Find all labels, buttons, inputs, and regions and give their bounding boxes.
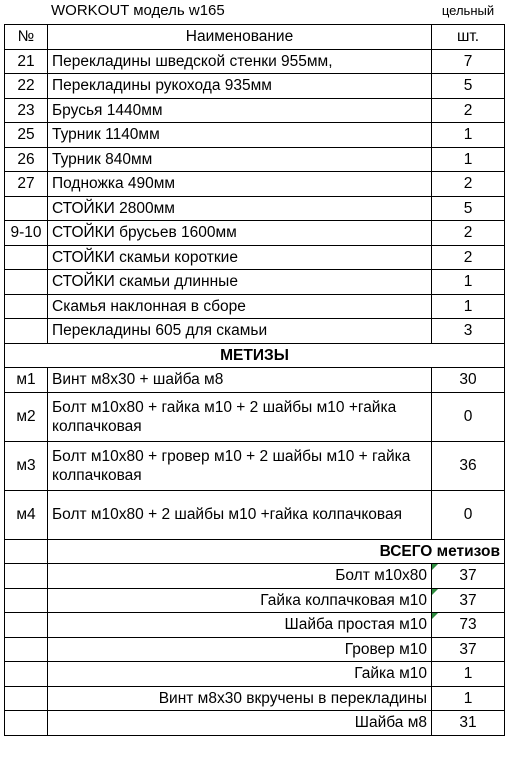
totals-qty-cell: 1 bbox=[432, 686, 505, 711]
totals-name-cell: Шайба м8 bbox=[48, 711, 432, 736]
part-qty-cell: 7 bbox=[432, 49, 505, 74]
totals-qty-cell: 73 bbox=[432, 613, 505, 638]
hardware-qty-cell: 0 bbox=[432, 490, 505, 539]
part-num-cell: 25 bbox=[5, 123, 48, 148]
header-row bbox=[5, 25, 505, 50]
part-num-cell bbox=[5, 270, 48, 295]
totals-name-cell: Винт м8х30 вкручены в перекладины bbox=[48, 686, 432, 711]
hardware-section-row bbox=[5, 343, 505, 368]
part-name-cell: Перекладины шведской стенки 955мм, bbox=[48, 49, 432, 74]
part-num-cell: 22 bbox=[5, 74, 48, 99]
parts-table bbox=[4, 24, 505, 736]
totals-empty-cell bbox=[5, 539, 48, 564]
sheet-title: WORKOUT модель w165 bbox=[51, 2, 225, 19]
part-row bbox=[5, 221, 505, 246]
totals-qty-cell: 37 bbox=[432, 637, 505, 662]
part-qty-cell: 2 bbox=[432, 172, 505, 197]
hardware-name-cell: Болт м10х80 + гровер м10 + 2 шайбы м10 + гайка колпачковая bbox=[48, 441, 432, 490]
part-row bbox=[5, 74, 505, 99]
part-row bbox=[5, 196, 505, 221]
totals-row bbox=[5, 662, 505, 687]
part-num-cell: 9-10 bbox=[5, 221, 48, 246]
totals-row bbox=[5, 711, 505, 736]
part-name-cell: Турник 840мм bbox=[48, 147, 432, 172]
part-qty-cell: 2 bbox=[432, 221, 505, 246]
part-row bbox=[5, 172, 505, 197]
totals-qty-cell: 1 bbox=[432, 662, 505, 687]
totals-section-title: ВСЕГО метизов bbox=[48, 539, 505, 564]
hardware-name-cell: Болт м10х80 + 2 шайбы м10 +гайка колпачковая bbox=[48, 490, 432, 539]
part-qty-cell: 1 bbox=[432, 147, 505, 172]
totals-row bbox=[5, 564, 505, 589]
totals-section-row bbox=[5, 539, 505, 564]
totals-empty-cell bbox=[5, 613, 48, 638]
part-qty-cell: 2 bbox=[432, 245, 505, 270]
part-name-cell: Перекладины рукохода 935мм bbox=[48, 74, 432, 99]
part-name-cell: СТОЙКИ 2800мм bbox=[48, 196, 432, 221]
part-name-cell: Турник 1140мм bbox=[48, 123, 432, 148]
part-row bbox=[5, 245, 505, 270]
part-name-cell: СТОЙКИ брусьев 1600мм bbox=[48, 221, 432, 246]
column-header-num: № bbox=[5, 25, 48, 50]
totals-name-cell: Болт м10х80 bbox=[48, 564, 432, 589]
totals-qty-cell: 37 bbox=[432, 588, 505, 613]
totals-empty-cell bbox=[5, 588, 48, 613]
part-name-cell: Перекладины 605 для скамьи bbox=[48, 319, 432, 344]
part-num-cell bbox=[5, 319, 48, 344]
part-num-cell bbox=[5, 294, 48, 319]
hardware-row bbox=[5, 392, 505, 441]
totals-row bbox=[5, 588, 505, 613]
hardware-num-cell: м4 bbox=[5, 490, 48, 539]
hardware-row bbox=[5, 490, 505, 539]
part-qty-cell: 5 bbox=[432, 196, 505, 221]
part-row bbox=[5, 123, 505, 148]
part-qty-cell: 1 bbox=[432, 270, 505, 295]
part-name-cell: Скамья наклонная в сборе bbox=[48, 294, 432, 319]
totals-name-cell: Гайка колпачковая м10 bbox=[48, 588, 432, 613]
totals-name-cell: Гровер м10 bbox=[48, 637, 432, 662]
part-num-cell: 23 bbox=[5, 98, 48, 123]
hardware-name-cell: Винт м8х30 + шайба м8 bbox=[48, 368, 432, 393]
totals-row bbox=[5, 686, 505, 711]
hardware-section-title: МЕТИЗЫ bbox=[5, 343, 505, 368]
part-qty-cell: 1 bbox=[432, 294, 505, 319]
totals-name-cell: Шайба простая м10 bbox=[48, 613, 432, 638]
part-row bbox=[5, 49, 505, 74]
part-qty-cell: 3 bbox=[432, 319, 505, 344]
hardware-row bbox=[5, 441, 505, 490]
column-header-name: Наименование bbox=[48, 25, 432, 50]
hardware-row bbox=[5, 368, 505, 393]
hardware-name-cell: Болт м10х80 + гайка м10 + 2 шайбы м10 +гайка колпачковая bbox=[48, 392, 432, 441]
hardware-qty-cell: 30 bbox=[432, 368, 505, 393]
hardware-qty-cell: 0 bbox=[432, 392, 505, 441]
part-num-cell bbox=[5, 245, 48, 270]
part-num-cell: 27 bbox=[5, 172, 48, 197]
part-num-cell bbox=[5, 196, 48, 221]
hardware-num-cell: м3 bbox=[5, 441, 48, 490]
part-row bbox=[5, 319, 505, 344]
hardware-num-cell: м2 bbox=[5, 392, 48, 441]
totals-row bbox=[5, 613, 505, 638]
totals-empty-cell bbox=[5, 711, 48, 736]
part-name-cell: Брусья 1440мм bbox=[48, 98, 432, 123]
totals-empty-cell bbox=[5, 564, 48, 589]
totals-qty-cell: 37 bbox=[432, 564, 505, 589]
totals-empty-cell bbox=[5, 686, 48, 711]
totals-empty-cell bbox=[5, 662, 48, 687]
part-name-cell: СТОЙКИ скамьи длинные bbox=[48, 270, 432, 295]
part-row bbox=[5, 294, 505, 319]
totals-name-cell: Гайка м10 bbox=[48, 662, 432, 687]
hardware-qty-cell: 36 bbox=[432, 441, 505, 490]
part-qty-cell: 5 bbox=[432, 74, 505, 99]
part-qty-cell: 1 bbox=[432, 123, 505, 148]
part-qty-cell: 2 bbox=[432, 98, 505, 123]
part-row bbox=[5, 98, 505, 123]
part-name-cell: Подножка 490мм bbox=[48, 172, 432, 197]
totals-empty-cell bbox=[5, 637, 48, 662]
totals-qty-cell: 31 bbox=[432, 711, 505, 736]
sheet-variant-label: цельный bbox=[441, 3, 495, 18]
part-num-cell: 21 bbox=[5, 49, 48, 74]
hardware-num-cell: м1 bbox=[5, 368, 48, 393]
part-row bbox=[5, 270, 505, 295]
totals-row bbox=[5, 637, 505, 662]
column-header-qty: шт. bbox=[432, 25, 505, 50]
part-num-cell: 26 bbox=[5, 147, 48, 172]
part-row bbox=[5, 147, 505, 172]
part-name-cell: СТОЙКИ скамьи короткие bbox=[48, 245, 432, 270]
